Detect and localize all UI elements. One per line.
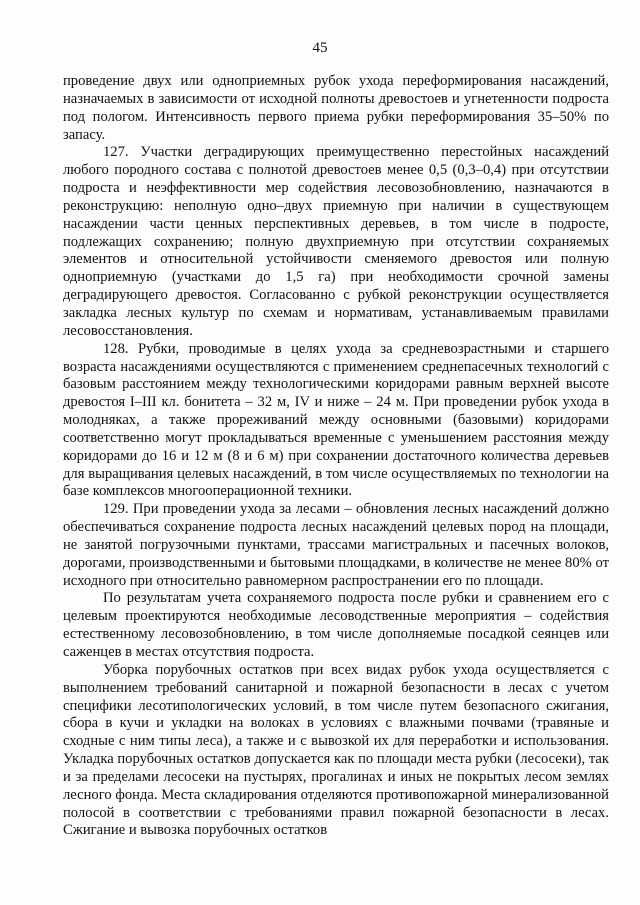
paragraph-undergrowth-results: По результатам учета сохраняемого подроста после рубки и сравнением его с целевым проектируются необходимые лесоводственные мероприятия – содействия естественному лесовозобновлению, в том числе дополняемые посадкой сеянцев или саженцев в местах отсутствия подроста. (63, 590, 609, 660)
page-number: 45 (312, 40, 328, 56)
document-body (63, 73, 609, 840)
paragraph-continuation: проведение двух или одноприемных рубок ухода переформирования насаждений, назначаемых в зависимости от исходной полноты древостоев и угнетенности подроста под пологом. Интенсивность первого приема рубки переформирования 35–50% по запасу. (63, 73, 609, 143)
paragraph-127: 127. Участки деградирующих преимущественно перестойных насаждений любого породного состава с полнотой древостоев менее 0,5 (0,3–0,4) при отсутствии подроста и неэффективности мер содействия лесовозобновлению, назначаются в реконструкцию: неполную одно–двух приемную при наличии в существующем насаждении части ценных перспективных деревьев, в том числе в подросте, подлежащих сохранению; полную двухприемную при отсутствии сохраняемых элементов и относительной устойчивости сменяемого древостоя или полную одноприемную (участками до 1,5 га) при необходимости срочной замены деградирующего древостоя. Согласованно с рубкой реконструкции осуществляется закладка лесных культур по схемам и нормативам, устанавливаемым правилами лесовосстановления. (63, 144, 609, 339)
paragraph-128: 128. Рубки, проводимые в целях ухода за средневозрастными и старшего возраста насаждениями осуществляются с применением среднепасечных технологий с базовым расстоянием между технологическими коридорами равным верхней высоте древостоя I–III кл. бонитета – 32 м, IV и ниже – 24 м. При проведении рубок ухода в молодняках, а также прореживаний между основными (базовыми) коридорами соответственно могут прокладываться временные с уменьшением расстояния между коридорами до 16 и 12 м (8 и 6 м) при сохранении достаточного количества деревьев для выращивания целевых насаждений, в том числе осуществляемых по технологии на базе комплексов многооперационной техники. (63, 340, 609, 500)
paragraph-residue-cleanup: Уборка порубочных остатков при всех видах рубок ухода осуществляется с выполнением требований санитарной и пожарной безопасности в лесах с учетом специфики лесотипологических условий, в том числе путем безопасного сжигания, сбора в кучи и укладки на волоках в условиях с влажными почвами (травяные и сходные с ним типы леса), а также и с вывозкой их для переработки и использования. Укладка порубочных остатков допускается как по площади места рубки (лесосеки), так и за пределами лесосеки на пустырях, прогалинах и иных не покрытых лесом землях лесного фонда. Места складирования отделяются противопожарной минерализованной полосой в соответствии с требованиями правил пожарной безопасности в лесах. Сжигание и вывозка порубочных остатков (63, 661, 609, 839)
paragraph-129: 129. При проведении ухода за лесами – обновления лесных насаждений должно обеспечиваться сохранение подроста лесных насаждений целевых пород на площади, не занятой погрузочными пунктами, трассами магистральных и пасечных волоков, дорогами, производственными и бытовыми площадками, в количестве не менее 80% от исходного при относительно равномерном распространении его по площади. (63, 501, 609, 589)
